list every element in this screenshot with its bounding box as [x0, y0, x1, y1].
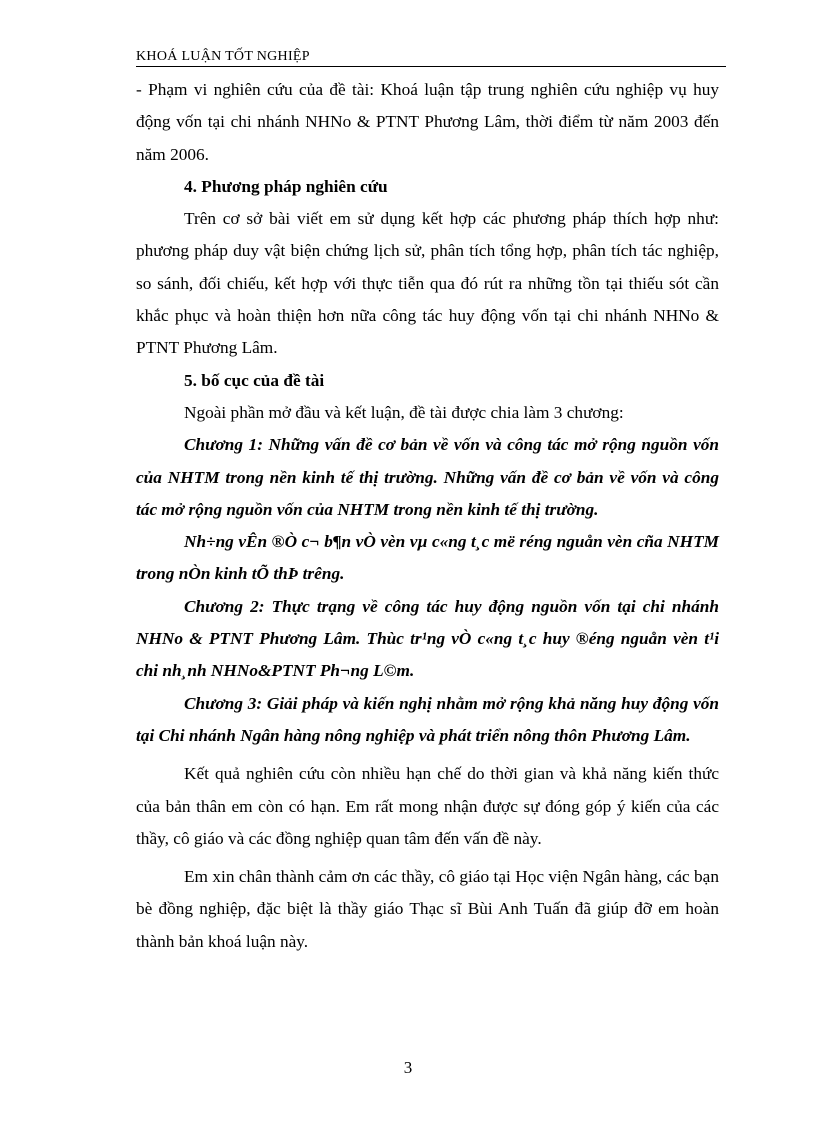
page-number: 3 [403, 1058, 413, 1077]
page-header: KHOÁ LUẬN TỐT NGHIỆP [136, 49, 726, 67]
page-body [136, 74, 719, 958]
structure-intro: Ngoài phần mở đầu và kết luận, đề tài được chia làm 3 chương: [184, 402, 624, 422]
chapter-1-description: Chương 1: Những vấn đề cơ bản về vốn và công tác mở rộng nguồn vốn của NHTM trong nền kinh tế thị trường. Những vấn đề cơ bản về vốn và công tác mở rộng nguồn vốn của NHTM trong nền kinh tế thị trường. [136, 435, 719, 519]
chapter-1-garbled-text: Nh÷ng vÊn ®Ò c¬ b¶n vÒ vèn vµ c«ng t¸c më réng nguån vèn cña NHTM trong nÒn kinh tÕ thÞ trêng. [136, 532, 719, 584]
section-heading-structure: 5. bố cục của đề tài [184, 370, 325, 390]
thanks-paragraph: Em xin chân thành cảm ơn các thầy, cô giáo tại Học viện Ngân hàng, các bạn bè đồng nghiệp, đặc biệt là thầy giáo Thạc sĩ Bùi Anh Tuấn đã giúp đỡ em hoàn thành bản khoá luận này. [136, 867, 719, 951]
scope-paragraph: - Phạm vi nghiên cứu của đề tài: Khoá luận tập trung nghiên cứu nghiệp vụ huy động vốn tại chi nhánh NHNo & PTNT Phương Lâm, thời điểm từ năm 2003 đến năm 2006. [136, 80, 719, 164]
chapter-3-description: Chương 3: Giải pháp và kiến nghị nhằm mở rộng khả năng huy động vốn tại Chi nhánh Ngân hàng nông nghiệp và phát triển nông thôn Phương Lâm. [136, 693, 719, 745]
chapter-2-description: Chương 2: Thực trạng về công tác huy động nguồn vốn tại chi nhánh NHNo & PTNT Phương Lâm. Thùc tr¹ng vÒ c«ng t¸c huy ®éng nguån vèn t¹i chi nh¸nh NHNo&PTNT Ph¬ng L©m. [136, 596, 719, 681]
section-heading-methods: 4. Phương pháp nghiên cứu [184, 176, 388, 196]
methods-paragraph: Trên cơ sở bài viết em sử dụng kết hợp các phương pháp thích hợp như: phương pháp duy vật biện chứng lịch sử, phân tích tổng hợp, phân tích tác nghiệp, so sánh, đối chiếu, kết hợp với thực tiễn qua đó rút ra những tồn tại thiếu sót cần khắc phục và hoàn thiện hơn nữa công tác huy động vốn tại chi nhánh NHNo & PTNT Phương Lâm. [136, 209, 719, 358]
conclusion-paragraph: Kết quả nghiên cứu còn nhiều hạn chế do thời gian và khả năng kiến thức của bản thân em còn có hạn. Em rất mong nhận được sự đóng góp ý kiến của các thầy, cô giáo và các đồng nghiệp quan tâm đến vấn đề này. [136, 764, 719, 848]
